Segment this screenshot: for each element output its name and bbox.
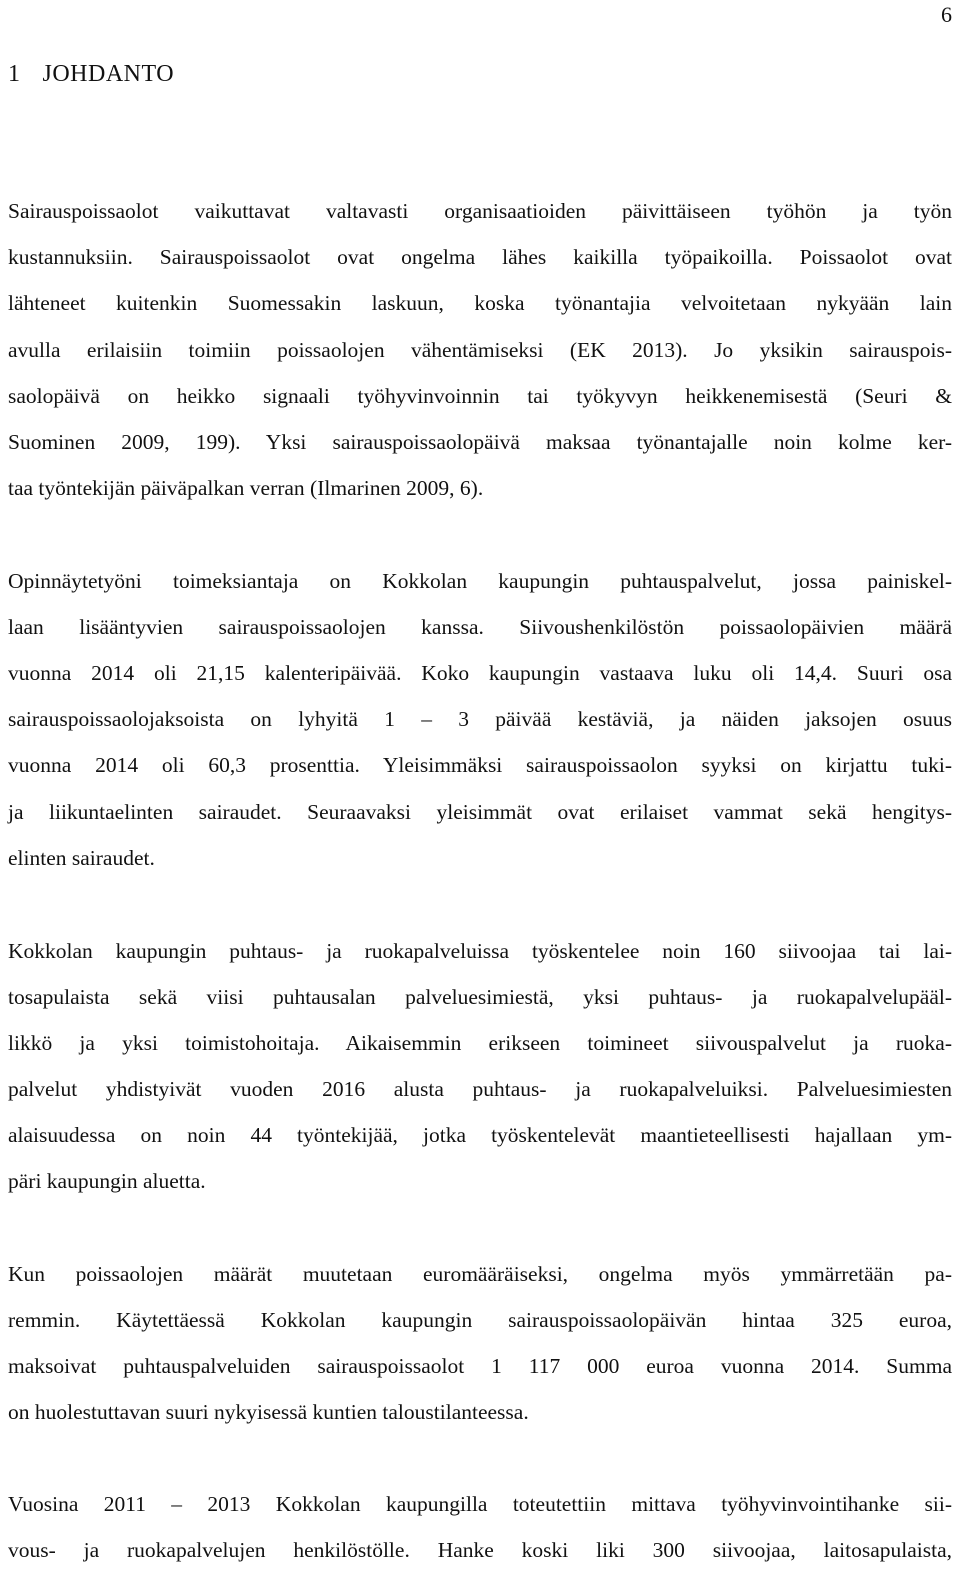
- paragraph-5-line-2: vous- ja ruokapalvelujen henkilöstölle. Hanke koski liki 300 siivoojaa, laitosapulaista,: [8, 1538, 952, 1562]
- paragraph-1-line-1: Sairauspoissaolot vaikuttavat valtavasti organisaatioiden päivittäiseen työhön ja työn: [8, 199, 952, 223]
- paragraph-3-line-2: tosapulaista sekä viisi puhtausalan palveluesimiestä, yksi puhtaus- ja ruokapalvelupääl-: [8, 985, 952, 1009]
- paragraph-2-line-3: vuonna 2014 oli 21,15 kalenteripäivää. Koko kaupungin vastaava luku oli 14,4. Suuri osa: [8, 661, 952, 685]
- chapter-title: JOHDANTO: [42, 61, 175, 87]
- paragraph-4-line-2: remmin. Käytettäessä Kokkolan kaupungin sairauspoissaolopäivän hintaa 325 euroa,: [8, 1308, 952, 1332]
- paragraph-3-line-3: likkö ja yksi toimistohoitaja. Aikaisemmin erikseen toimineet siivouspalvelut ja ruoka-: [8, 1031, 952, 1055]
- paragraph-3-line-6: päri kaupungin aluetta.: [8, 1169, 206, 1193]
- paragraph-3-line-4: palvelut yhdistyivät vuoden 2016 alusta puhtaus- ja ruokapalveluiksi. Palveluesimiesten: [8, 1077, 952, 1101]
- paragraph-1-line-4: avulla erilaisiin toimiin poissaolojen vähentämiseksi (EK 2013). Jo yksikin sairauspois-: [8, 338, 952, 362]
- paragraph-5-line-1: Vuosina 2011 – 2013 Kokkolan kaupungilla toteutettiin mittava työhyvinvointihanke sii-: [8, 1492, 952, 1516]
- page-number: 6: [941, 2, 952, 27]
- paragraph-2-line-1: Opinnäytetyöni toimeksiantaja on Kokkolan kaupungin puhtauspalvelut, jossa painiskel-: [8, 569, 952, 593]
- paragraph-4-line-4: on huolestuttavan suuri nykyisessä kuntien taloustilanteessa.: [8, 1400, 529, 1424]
- paragraph-2-line-2: laan lisääntyvien sairauspoissaolojen kanssa. Siivoushenkilöstön poissaolopäivien määrä: [8, 615, 952, 639]
- paragraph-1-line-6: Suominen 2009, 199). Yksi sairauspoissaolopäivä maksaa työnantajalle noin kolme ker-: [8, 430, 952, 454]
- paragraph-1-line-3: lähteneet kuitenkin Suomessakin laskuun, koska työnantajia velvoitetaan nykyään lain: [8, 291, 952, 315]
- paragraph-1-line-2: kustannuksiin. Sairauspoissaolot ovat ongelma lähes kaikilla työpaikoilla. Poissaolot ovat: [8, 245, 952, 269]
- chapter-number: 1: [8, 61, 21, 87]
- paragraph-2-line-7: elinten sairaudet.: [8, 846, 155, 870]
- paragraph-2-line-5: vuonna 2014 oli 60,3 prosenttia. Yleisimmäksi sairauspoissaolon syyksi on kirjattu tuki-: [8, 753, 952, 777]
- paragraph-3-line-5: alaisuudessa on noin 44 työntekijää, jotka työskentelevät maantieteellisesti hajallaan ym-: [8, 1123, 952, 1147]
- paragraph-1-line-5: saolopäivä on heikko signaali työhyvinvoinnin tai työkyvyn heikkenemisestä (Seuri &: [8, 384, 952, 408]
- paragraph-2-line-4: sairauspoissaolojaksoista on lyhyitä 1 – 3 päivää kestäviä, ja näiden jaksojen osuus: [8, 707, 952, 731]
- paragraph-4-line-1: Kun poissaolojen määrät muutetaan euromääräiseksi, ongelma myös ymmärretään pa-: [8, 1262, 952, 1286]
- paragraph-2-line-6: ja liikuntaelinten sairaudet. Seuraavaksi yleisimmät ovat erilaiset vammat sekä hengitys-: [8, 800, 952, 824]
- paragraph-4-line-3: maksoivat puhtauspalveluiden sairauspoissaolot 1 117 000 euroa vuonna 2014. Summa: [8, 1354, 952, 1378]
- paragraph-1-line-7: taa työntekijän päiväpalkan verran (Ilmarinen 2009, 6).: [8, 476, 484, 500]
- chapter-heading: [8, 58, 174, 90]
- paragraph-3-line-1: Kokkolan kaupungin puhtaus- ja ruokapalveluissa työskentelee noin 160 siivoojaa tai lai-: [8, 939, 952, 963]
